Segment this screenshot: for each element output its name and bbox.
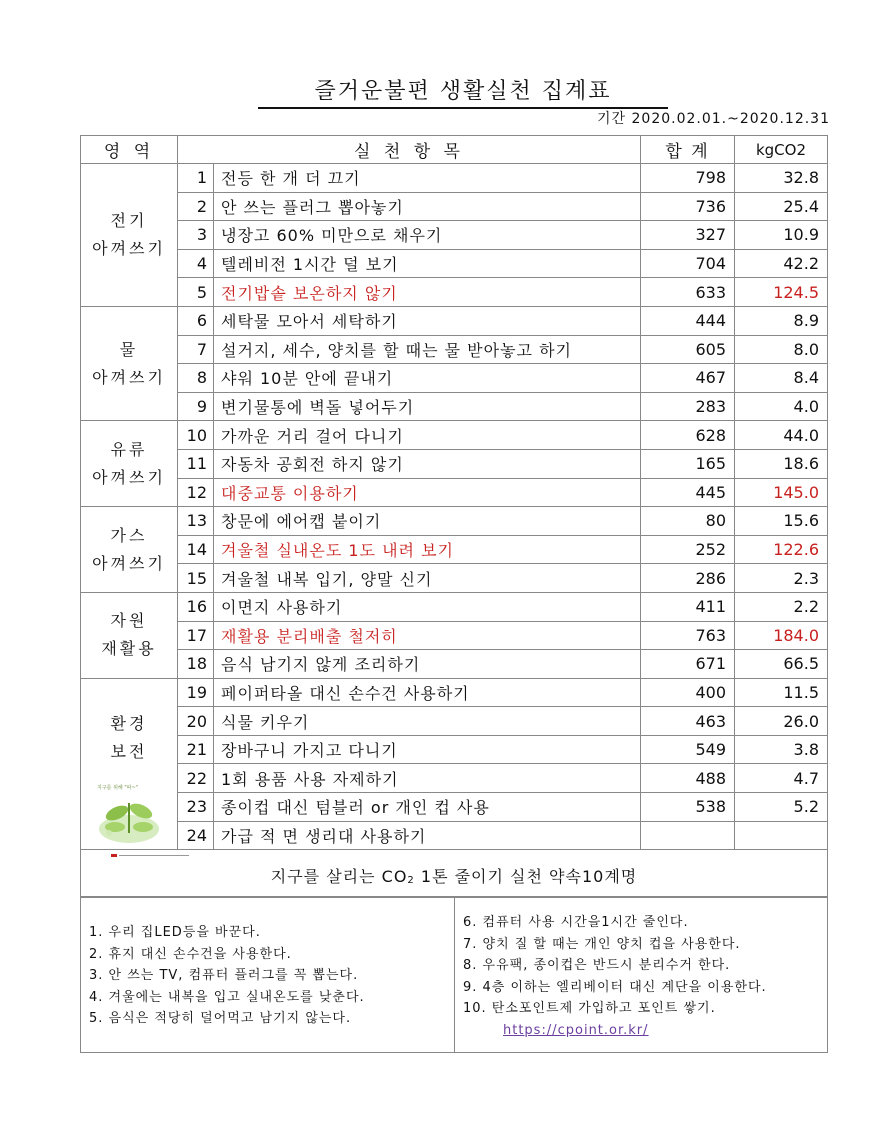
tiny-logo-strip bbox=[111, 854, 191, 857]
table-row bbox=[81, 507, 828, 536]
area-label: 전기 아껴쓰기 bbox=[92, 210, 166, 258]
summary-table bbox=[80, 135, 828, 850]
row-sum: 633 bbox=[641, 278, 735, 307]
row-item: 전등 한 개 더 끄기 bbox=[214, 164, 641, 193]
column-divider bbox=[454, 898, 455, 1052]
row-number: 24 bbox=[178, 821, 214, 850]
table-row bbox=[81, 249, 828, 278]
row-number: 17 bbox=[178, 621, 214, 650]
row-sum: 798 bbox=[641, 164, 735, 193]
row-sum: 704 bbox=[641, 249, 735, 278]
row-sum: 538 bbox=[641, 793, 735, 822]
row-sum: 488 bbox=[641, 764, 735, 793]
row-co2: 4.0 bbox=[735, 392, 828, 421]
table-row bbox=[81, 535, 828, 564]
row-number: 6 bbox=[178, 306, 214, 335]
header-co2: kgCO2 bbox=[735, 136, 828, 164]
row-number: 5 bbox=[178, 278, 214, 307]
row-item: 대중교통 이용하기 bbox=[214, 478, 641, 507]
row-number: 3 bbox=[178, 221, 214, 250]
row-number: 2 bbox=[178, 192, 214, 221]
row-number: 22 bbox=[178, 764, 214, 793]
row-sum: 549 bbox=[641, 735, 735, 764]
table-row bbox=[81, 192, 828, 221]
row-sum: 467 bbox=[641, 364, 735, 393]
row-co2: 15.6 bbox=[735, 507, 828, 536]
row-co2: 5.2 bbox=[735, 793, 828, 822]
row-number: 14 bbox=[178, 535, 214, 564]
row-co2: 4.7 bbox=[735, 764, 828, 793]
table-row bbox=[81, 364, 828, 393]
row-item: 종이컵 대신 텀블러 or 개인 컵 사용 bbox=[214, 793, 641, 822]
row-sum: 445 bbox=[641, 478, 735, 507]
row-sum: 327 bbox=[641, 221, 735, 250]
area-cell bbox=[81, 164, 178, 307]
row-co2: 8.4 bbox=[735, 364, 828, 393]
row-item: 1회 용품 사용 자제하기 bbox=[214, 764, 641, 793]
row-co2: 32.8 bbox=[735, 164, 828, 193]
table-row bbox=[81, 392, 828, 421]
row-co2: 3.8 bbox=[735, 735, 828, 764]
row-sum: 763 bbox=[641, 621, 735, 650]
row-co2: 2.2 bbox=[735, 592, 828, 621]
row-co2: 2.3 bbox=[735, 564, 828, 593]
pledge-banner bbox=[80, 850, 828, 897]
area-cell bbox=[81, 507, 178, 593]
table-row bbox=[81, 221, 828, 250]
pledge-list-box bbox=[80, 897, 828, 1053]
cpoint-link[interactable]: https://cpoint.or.kr/ bbox=[503, 1022, 649, 1038]
table-header-row bbox=[81, 136, 828, 164]
row-sum: 628 bbox=[641, 421, 735, 450]
area-cell bbox=[81, 306, 178, 420]
pledge-title: 지구를 살리는 CO2 1톤 줄이기 실천 약속10계명 bbox=[270, 867, 638, 886]
pledge-item: 8. 우유팩, 종이컵은 반드시 분리수거 한다. bbox=[463, 958, 731, 973]
row-number: 8 bbox=[178, 364, 214, 393]
pledge-item: 2. 휴지 대신 손수건을 사용한다. bbox=[89, 946, 292, 962]
table-row bbox=[81, 650, 828, 679]
pledge-item: 3. 안 쓰는 TV, 컴퓨터 플러그를 꼭 뽑는다. bbox=[89, 968, 359, 983]
period-label: 기간 2020.02.01.~2020.12.31 bbox=[597, 111, 830, 127]
pledge-item: 9. 4층 이하는 엘리베이터 대신 계단을 이용한다. bbox=[463, 979, 767, 995]
row-number: 18 bbox=[178, 650, 214, 679]
row-number: 11 bbox=[178, 449, 214, 478]
row-number: 19 bbox=[178, 678, 214, 707]
row-sum: 400 bbox=[641, 678, 735, 707]
table-row bbox=[81, 306, 828, 335]
row-co2 bbox=[735, 821, 828, 850]
row-number: 20 bbox=[178, 707, 214, 736]
table-row bbox=[81, 621, 828, 650]
row-item: 변기물통에 벽돌 넣어두기 bbox=[214, 392, 641, 421]
row-sum: 252 bbox=[641, 535, 735, 564]
row-number: 15 bbox=[178, 564, 214, 593]
row-co2: 10.9 bbox=[735, 221, 828, 250]
row-number: 10 bbox=[178, 421, 214, 450]
row-sum bbox=[641, 821, 735, 850]
row-number: 1 bbox=[178, 164, 214, 193]
table-row bbox=[81, 335, 828, 364]
row-co2: 8.9 bbox=[735, 306, 828, 335]
area-label: 환경 보전 bbox=[110, 713, 148, 761]
row-number: 4 bbox=[178, 249, 214, 278]
row-co2: 11.5 bbox=[735, 678, 828, 707]
row-co2: 26.0 bbox=[735, 707, 828, 736]
row-sum: 165 bbox=[641, 449, 735, 478]
row-item: 설거지, 세수, 양치를 할 때는 물 받아놓고 하기 bbox=[214, 335, 641, 364]
row-item: 샤워 10분 안에 끝내기 bbox=[214, 364, 641, 393]
row-co2: 145.0 bbox=[735, 478, 828, 507]
table-row bbox=[81, 478, 828, 507]
row-item: 창문에 에어캡 붙이기 bbox=[214, 507, 641, 536]
area-cell bbox=[81, 678, 178, 850]
row-co2: 122.6 bbox=[735, 535, 828, 564]
row-item: 재활용 분리배출 철저히 bbox=[214, 621, 641, 650]
area-cell bbox=[81, 421, 178, 507]
row-co2: 66.5 bbox=[735, 650, 828, 679]
row-co2: 18.6 bbox=[735, 449, 828, 478]
earth-plant-icon bbox=[95, 789, 163, 845]
row-co2: 44.0 bbox=[735, 421, 828, 450]
pledge-list-right bbox=[463, 912, 767, 1041]
row-sum: 444 bbox=[641, 306, 735, 335]
row-sum: 286 bbox=[641, 564, 735, 593]
row-co2: 25.4 bbox=[735, 192, 828, 221]
area-label: 유류 아껴쓰기 bbox=[92, 439, 166, 487]
pledge-item: 6. 컴퓨터 사용 시간을1시간 줄인다. bbox=[463, 915, 689, 930]
pledge-item: 7. 양치 질 할 때는 개인 양치 컵을 사용한다. bbox=[463, 936, 741, 952]
row-item: 장바구니 가지고 다니기 bbox=[214, 735, 641, 764]
row-item: 전기밥솥 보온하지 않기 bbox=[214, 278, 641, 307]
row-number: 9 bbox=[178, 392, 214, 421]
table-row bbox=[81, 678, 828, 707]
row-number: 16 bbox=[178, 592, 214, 621]
table-row bbox=[81, 793, 828, 822]
table-row bbox=[81, 764, 828, 793]
area-cell bbox=[81, 592, 178, 678]
table-row bbox=[81, 449, 828, 478]
header-area: 영 역 bbox=[81, 136, 178, 164]
area-label: 가스 아껴쓰기 bbox=[92, 525, 166, 573]
row-number: 21 bbox=[178, 735, 214, 764]
pledge-list-left bbox=[89, 922, 365, 1030]
row-sum: 605 bbox=[641, 335, 735, 364]
row-item: 식물 키우기 bbox=[214, 707, 641, 736]
pledge-item: 10. 탄소포인트제 가입하고 포인트 쌓기. bbox=[463, 1001, 716, 1016]
row-sum: 411 bbox=[641, 592, 735, 621]
area-label: 자원 재활용 bbox=[101, 611, 157, 659]
pledge-item: 1. 우리 집LED등을 바꾼다. bbox=[89, 925, 261, 940]
row-number: 13 bbox=[178, 507, 214, 536]
row-item: 냉장고 60% 미만으로 채우기 bbox=[214, 221, 641, 250]
table-row bbox=[81, 821, 828, 850]
pledge-item: 4. 겨울에는 내복을 입고 실내온도를 낮춘다. bbox=[89, 989, 365, 1005]
table-row bbox=[81, 592, 828, 621]
row-item: 이면지 사용하기 bbox=[214, 592, 641, 621]
row-sum: 283 bbox=[641, 392, 735, 421]
row-item: 페이퍼타올 대신 손수건 사용하기 bbox=[214, 678, 641, 707]
table-row bbox=[81, 564, 828, 593]
row-item: 세탁물 모아서 세탁하기 bbox=[214, 306, 641, 335]
row-item: 자동차 공회전 하지 않기 bbox=[214, 449, 641, 478]
row-sum: 671 bbox=[641, 650, 735, 679]
row-item: 음식 남기지 않게 조리하기 bbox=[214, 650, 641, 679]
page-title: 즐거운불편 생활실천 집계표 bbox=[258, 74, 668, 109]
row-item: 겨울철 실내온도 1도 내려 보기 bbox=[214, 535, 641, 564]
pledge-item: 5. 음식은 적당히 덜어먹고 남기지 않는다. bbox=[89, 1011, 352, 1026]
row-sum: 736 bbox=[641, 192, 735, 221]
row-number: 23 bbox=[178, 793, 214, 822]
row-item: 안 쓰는 플러그 뽑아놓기 bbox=[214, 192, 641, 221]
table-row bbox=[81, 278, 828, 307]
plant-caption: 지구를 위해 "따~" bbox=[97, 785, 138, 792]
table-row bbox=[81, 164, 828, 193]
row-co2: 42.2 bbox=[735, 249, 828, 278]
header-sum: 합 계 bbox=[641, 136, 735, 164]
row-item: 겨울철 내복 입기, 양말 신기 bbox=[214, 564, 641, 593]
row-sum: 80 bbox=[641, 507, 735, 536]
row-item: 가급 적 면 생리대 사용하기 bbox=[214, 821, 641, 850]
row-co2: 124.5 bbox=[735, 278, 828, 307]
header-item: 실 천 항 목 bbox=[178, 136, 641, 164]
row-co2: 184.0 bbox=[735, 621, 828, 650]
row-co2: 8.0 bbox=[735, 335, 828, 364]
area-label: 물 아껴쓰기 bbox=[92, 339, 166, 387]
row-item: 텔레비전 1시간 덜 보기 bbox=[214, 249, 641, 278]
row-number: 12 bbox=[178, 478, 214, 507]
row-sum: 463 bbox=[641, 707, 735, 736]
table-row bbox=[81, 735, 828, 764]
row-number: 7 bbox=[178, 335, 214, 364]
table-row bbox=[81, 707, 828, 736]
table-row bbox=[81, 421, 828, 450]
row-item: 가까운 거리 걸어 다니기 bbox=[214, 421, 641, 450]
